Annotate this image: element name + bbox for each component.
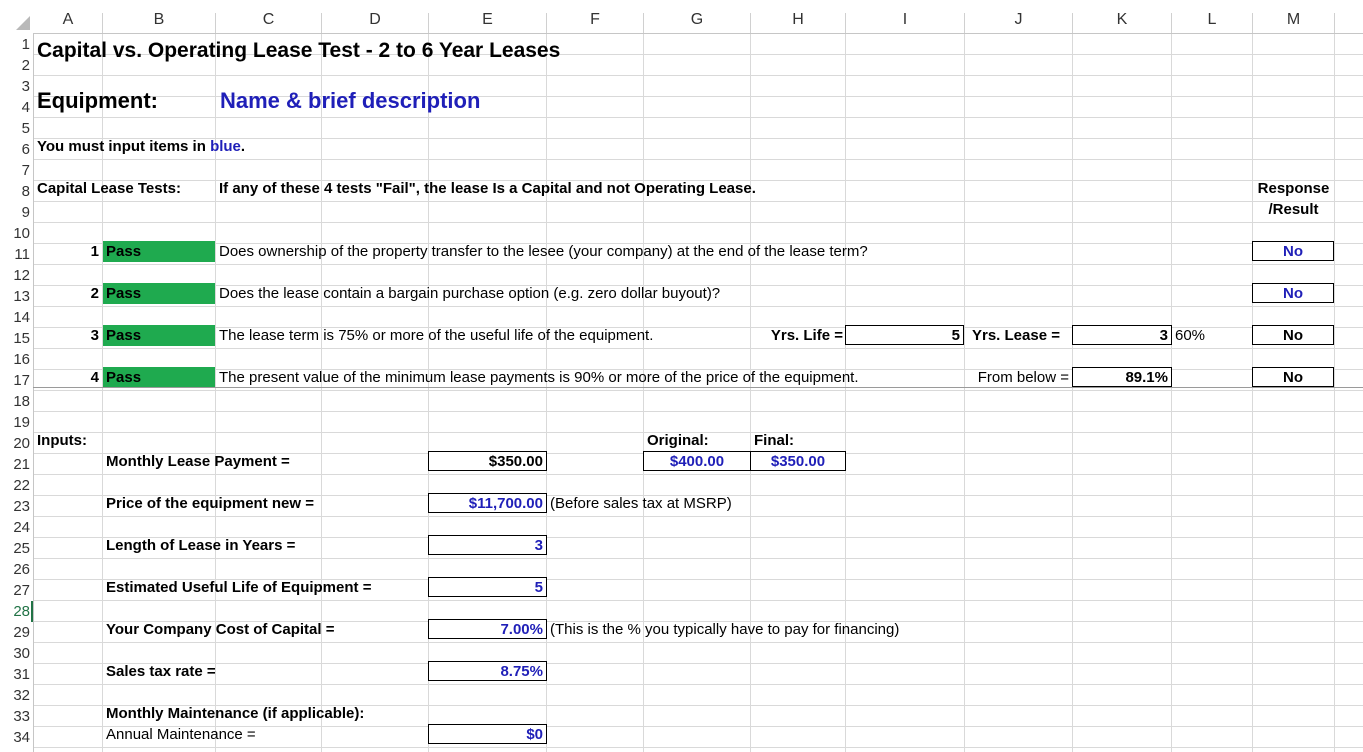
row-header[interactable]: 31: [13, 666, 30, 683]
price-input[interactable]: $11,700.00: [428, 493, 547, 513]
result-header[interactable]: /Result: [1268, 201, 1319, 218]
column-header-a[interactable]: A: [62, 11, 74, 28]
row-header[interactable]: 27: [13, 582, 30, 599]
sales-tax-label[interactable]: Sales tax rate =: [106, 663, 216, 680]
cost-of-capital-label[interactable]: Your Company Cost of Capital =: [106, 621, 335, 638]
column-header-e[interactable]: E: [482, 11, 493, 28]
test-result-input[interactable]: No: [1252, 241, 1334, 261]
row-header[interactable]: 21: [13, 456, 30, 473]
column-header-m[interactable]: M: [1286, 11, 1301, 28]
column-header-c[interactable]: C: [262, 11, 275, 28]
row-header[interactable]: 22: [13, 477, 30, 494]
lease-percent[interactable]: 60%: [1175, 327, 1206, 344]
row-header[interactable]: 4: [21, 99, 30, 116]
final-label[interactable]: Final:: [754, 432, 794, 449]
test-question[interactable]: Does ownership of the property transfer to the lesee (your company) at the end of the lease term?: [219, 243, 868, 260]
annual-maintenance-input[interactable]: $0: [428, 724, 547, 744]
row-header[interactable]: 18: [13, 393, 30, 410]
gridline: [1334, 13, 1335, 752]
test-number[interactable]: 3: [90, 327, 99, 344]
test-number[interactable]: 4: [90, 369, 99, 386]
equipment-label[interactable]: Equipment:: [37, 88, 158, 113]
row-header[interactable]: 30: [13, 645, 30, 662]
final-payment-input[interactable]: $350.00: [750, 451, 846, 471]
test-number[interactable]: 1: [90, 243, 99, 260]
price-label[interactable]: Price of the equipment new =: [106, 495, 314, 512]
row-header[interactable]: 16: [13, 351, 30, 368]
row-header[interactable]: 20: [13, 435, 30, 452]
test-result[interactable]: No: [1252, 367, 1334, 387]
row-header[interactable]: 19: [13, 414, 30, 431]
row-header[interactable]: 33: [13, 708, 30, 725]
row-header[interactable]: 3: [21, 78, 30, 95]
row-header[interactable]: 7: [21, 162, 30, 179]
instruction-prefix: You must input items in: [37, 138, 206, 155]
yrs-lease-label[interactable]: Yrs. Lease =: [972, 327, 1060, 344]
section-divider: [33, 387, 1363, 388]
response-header[interactable]: Response: [1257, 180, 1330, 197]
yrs-lease-value[interactable]: 3: [1072, 325, 1172, 345]
row-header[interactable]: 10: [13, 225, 30, 242]
test-question[interactable]: The lease term is 75% or more of the useful life of the equipment.: [219, 327, 654, 344]
monthly-maintenance-label[interactable]: Monthly Maintenance (if applicable):: [106, 705, 365, 722]
from-below-value[interactable]: 89.1%: [1072, 367, 1172, 387]
row-header[interactable]: 13: [13, 288, 30, 305]
inputs-label[interactable]: Inputs:: [37, 432, 87, 449]
row-header[interactable]: 23: [13, 498, 30, 515]
instruction-blue-word: blue: [210, 138, 241, 155]
lease-length-input[interactable]: 3: [428, 535, 547, 555]
cost-of-capital-input[interactable]: 7.00%: [428, 619, 547, 639]
row-header[interactable]: 34: [13, 729, 30, 746]
test-result[interactable]: No: [1252, 325, 1334, 345]
test-question[interactable]: The present value of the minimum lease payments is 90% or more of the price of the equipment.: [219, 369, 859, 386]
row-header[interactable]: 17: [13, 372, 30, 389]
row-header[interactable]: 32: [13, 687, 30, 704]
column-header-f[interactable]: F: [590, 11, 600, 28]
row-header[interactable]: 26: [13, 561, 30, 578]
monthly-payment-label[interactable]: Monthly Lease Payment =: [106, 453, 290, 470]
column-header-bar: [0, 0, 1363, 34]
test-status-pass[interactable]: Pass: [103, 283, 215, 304]
useful-life-label[interactable]: Estimated Useful Life of Equipment =: [106, 579, 372, 596]
cost-of-capital-note[interactable]: (This is the % you typically have to pay for financing): [550, 621, 900, 638]
row-header[interactable]: 29: [13, 624, 30, 641]
instruction-suffix: .: [240, 138, 246, 155]
original-label[interactable]: Original:: [647, 432, 709, 449]
annual-maintenance-label[interactable]: Annual Maintenance =: [106, 726, 256, 743]
row-header[interactable]: 28: [13, 603, 30, 620]
row-header[interactable]: 5: [21, 120, 30, 137]
price-note[interactable]: (Before sales tax at MSRP): [550, 495, 732, 512]
sales-tax-input[interactable]: 8.75%: [428, 661, 547, 681]
column-header-d[interactable]: D: [369, 11, 381, 28]
row-header[interactable]: 8: [21, 183, 30, 200]
yrs-life-label[interactable]: Yrs. Life =: [770, 327, 843, 344]
row-header[interactable]: 12: [13, 267, 30, 284]
gridline: [215, 13, 216, 752]
column-header-b[interactable]: B: [153, 11, 165, 28]
column-header-g[interactable]: G: [690, 11, 704, 28]
row-header[interactable]: 9: [21, 204, 30, 221]
test-status-pass[interactable]: Pass: [103, 367, 215, 388]
column-separator[interactable]: [1334, 13, 1335, 33]
column-header-h[interactable]: H: [792, 11, 804, 28]
column-header-i[interactable]: I: [902, 11, 908, 28]
test-question[interactable]: Does the lease contain a bargain purchase option (e.g. zero dollar buyout)?: [219, 285, 721, 302]
yrs-life-value[interactable]: 5: [845, 325, 964, 345]
column-header-j[interactable]: J: [1014, 11, 1023, 28]
active-row-indicator: [31, 601, 33, 622]
row-header[interactable]: 2: [21, 57, 30, 74]
from-below-label[interactable]: From below =: [977, 369, 1069, 386]
row-header[interactable]: 25: [13, 540, 30, 557]
column-header-l[interactable]: L: [1207, 11, 1217, 28]
row-header[interactable]: 15: [13, 330, 30, 347]
test-status-pass[interactable]: Pass: [103, 241, 215, 262]
useful-life-input[interactable]: 5: [428, 577, 547, 597]
test-status-pass[interactable]: Pass: [103, 325, 215, 346]
test-number[interactable]: 2: [90, 285, 99, 302]
row-header[interactable]: 1: [21, 36, 30, 53]
monthly-payment-value[interactable]: $350.00: [428, 451, 547, 471]
instruction-text[interactable]: [37, 136, 245, 157]
original-payment-input[interactable]: $400.00: [643, 451, 751, 471]
equipment-description-input[interactable]: Name & brief description: [220, 88, 481, 113]
row-header[interactable]: 11: [14, 246, 30, 263]
test-result-input[interactable]: No: [1252, 283, 1334, 303]
row-header[interactable]: 6: [21, 141, 30, 158]
column-header-k[interactable]: K: [1116, 11, 1128, 28]
tests-note[interactable]: If any of these 4 tests "Fail", the lease Is a Capital and not Operating Lease.: [219, 180, 756, 197]
row-header[interactable]: 14: [13, 309, 30, 326]
capital-lease-tests-label[interactable]: Capital Lease Tests:: [37, 180, 181, 197]
select-all-corner[interactable]: [16, 16, 30, 30]
lease-length-label[interactable]: Length of Lease in Years =: [106, 537, 296, 554]
row-header[interactable]: 24: [13, 519, 30, 536]
sheet-title[interactable]: Capital vs. Operating Lease Test - 2 to 6 Year Leases: [37, 39, 561, 62]
